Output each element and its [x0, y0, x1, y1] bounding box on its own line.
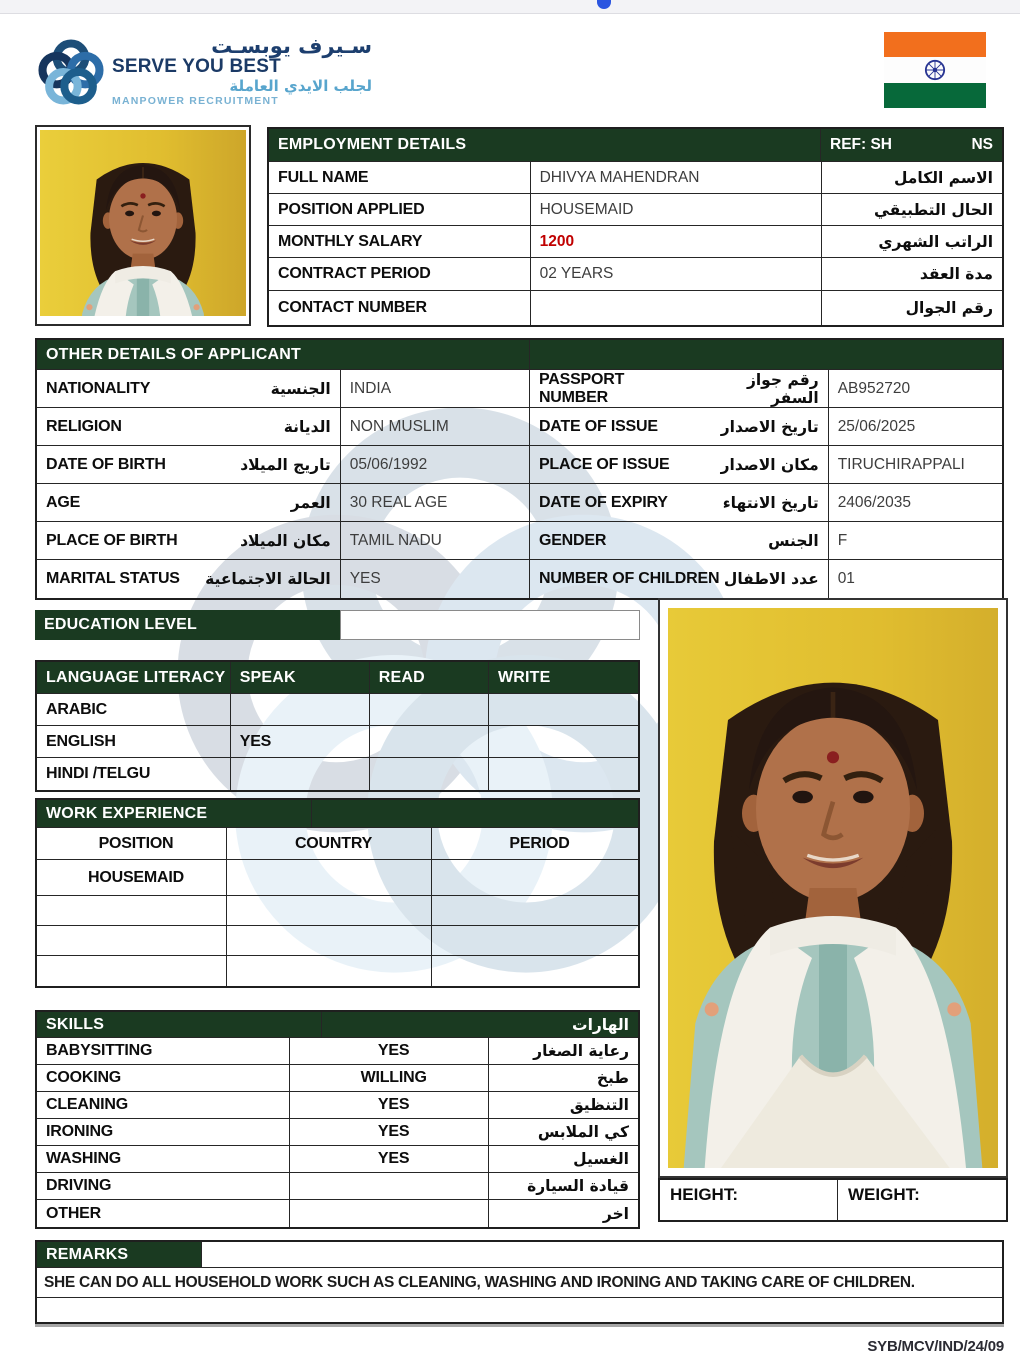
- country-header: COUNTRY: [227, 828, 432, 860]
- gender-value: F: [829, 522, 1002, 560]
- logo-arabic-name: سـيرف يوبسـت: [211, 34, 372, 58]
- work-row-period: [432, 926, 638, 956]
- date-of-birth-value: 05/06/1992: [341, 446, 530, 484]
- work-row-position: [37, 926, 227, 956]
- hindi-read: [370, 758, 489, 790]
- arabic-language-row: ARABIC: [37, 694, 231, 726]
- company-logo-text: [112, 35, 372, 109]
- other-details-title-spacer: [530, 340, 1002, 370]
- age-value: 30 REAL AGE: [341, 484, 530, 522]
- cleaning-arabic: التنظيق: [489, 1092, 638, 1119]
- footer-reference-code: SYB/MCV/IND/24/09: [867, 1338, 1004, 1355]
- washing-value: YES: [290, 1146, 489, 1173]
- nationality-value: INDIA: [341, 370, 530, 408]
- work-row-country: [227, 860, 432, 896]
- cooking-value: WILLING: [290, 1065, 489, 1092]
- washing-label: WASHING: [37, 1146, 290, 1173]
- contact-number-arabic: رقم الجوال: [905, 299, 994, 317]
- remarks-text: SHE CAN DO ALL HOUSEHOLD WORK SUCH AS CLEANING, WASHING AND IRONING AND TAKING CARE OF CHILDREN.: [37, 1268, 1002, 1298]
- other-skill-label: OTHER: [37, 1200, 290, 1227]
- hindi-telgu-language-row: HINDI /TELGU: [37, 758, 231, 790]
- ref-value: NS: [971, 136, 993, 153]
- place-of-birth-label: PLACE OF BIRTH مكان الميلاد: [37, 522, 341, 560]
- remarks-title-spacer: [202, 1242, 1002, 1268]
- other-skill-value: [290, 1200, 489, 1227]
- other-details-table: [35, 338, 1004, 600]
- company-logo-icon: [33, 33, 109, 111]
- work-row-country: [227, 956, 432, 986]
- top-strip: [0, 0, 1020, 14]
- height-label: HEIGHT:: [670, 1185, 738, 1204]
- position-applied-label: POSITION APPLIED: [269, 194, 531, 226]
- work-row-period: [432, 956, 638, 986]
- ref-header: [821, 129, 1002, 162]
- date-of-expiry-label: DATE OF EXPIRY تاريخ الانتهاء: [530, 484, 829, 522]
- age-label: AGE العمر: [37, 484, 341, 522]
- india-flag: [884, 32, 986, 108]
- date-of-expiry-value: 2406/2035: [829, 484, 1002, 522]
- position-applied-value: HOUSEMAID: [531, 194, 822, 226]
- skills-title-arabic: الهارات: [322, 1012, 638, 1038]
- english-speak: YES: [231, 726, 370, 758]
- date-of-birth-label: DATE OF BIRTH تاريج الميلاد: [37, 446, 341, 484]
- skills-title: SKILLS: [37, 1012, 322, 1038]
- language-literacy-table: [35, 660, 640, 792]
- remarks-title: REMARKS: [37, 1242, 202, 1268]
- flag-green-band: [884, 83, 986, 108]
- arabic-speak: [231, 694, 370, 726]
- work-row-position: HOUSEMAID: [37, 860, 227, 896]
- hindi-write: [489, 758, 638, 790]
- english-write: [489, 726, 638, 758]
- other-skill-arabic: اخر: [602, 1204, 629, 1223]
- ironing-value: YES: [290, 1119, 489, 1146]
- employment-details-table: [267, 127, 1004, 327]
- contract-period-label: CONTRACT PERIOD: [269, 258, 531, 291]
- work-row-period: [432, 896, 638, 926]
- babysitting-arabic: رعاية الصغار: [489, 1038, 638, 1065]
- height-field: [660, 1180, 838, 1220]
- english-language-row: ENGLISH: [37, 726, 231, 758]
- work-experience-title-spacer: [312, 800, 638, 828]
- date-of-issue-value: 25/06/2025: [829, 408, 1002, 446]
- employment-details-title: EMPLOYMENT DETAILS: [269, 129, 821, 162]
- applicant-photo-large: [658, 598, 1008, 1178]
- place-of-issue-value: TIRUCHIRAPPALI: [829, 446, 1002, 484]
- full-name-value: DHIVYA MAHENDRAN: [531, 162, 822, 194]
- flag-white-band: [884, 57, 986, 83]
- ashoka-chakra-icon: [924, 59, 946, 81]
- number-of-children-value: 01: [837, 570, 855, 587]
- cleaning-label: CLEANING: [37, 1092, 290, 1119]
- education-level-value: [340, 610, 640, 640]
- work-row-period: [432, 860, 638, 896]
- ref-label: REF: SH: [830, 136, 892, 153]
- place-of-birth-value: TAMIL NADU: [341, 522, 530, 560]
- work-row-country: [227, 896, 432, 926]
- date-of-issue-label: DATE OF ISSUE تاريخ الاصدار: [530, 408, 829, 446]
- logo-arabic-tagline: لجلب الايدي العاملة: [229, 76, 372, 95]
- cooking-label: COOKING: [37, 1065, 290, 1092]
- contract-period-arabic: مدة العقد: [822, 258, 1002, 291]
- cleaning-value: YES: [290, 1092, 489, 1119]
- remarks-empty-row: [37, 1298, 1002, 1322]
- monthly-salary-arabic: الراتب الشهري: [822, 226, 1002, 258]
- speak-header: SPEAK: [231, 662, 370, 694]
- number-of-children-label: NUMBER OF CHILDREN عدد الاطفال: [530, 560, 829, 598]
- remarks-table: [35, 1240, 1004, 1324]
- work-row-country: [227, 926, 432, 956]
- period-header: PERIOD: [432, 828, 638, 860]
- driving-value: [290, 1173, 489, 1200]
- work-experience-title: WORK EXPERIENCE: [37, 800, 312, 828]
- driving-arabic: قيادة السيارة: [489, 1173, 638, 1200]
- skills-table: [35, 1010, 640, 1229]
- contact-number-label: CONTACT NUMBER: [269, 291, 531, 325]
- monthly-salary-label: MONTHLY SALARY: [269, 226, 531, 258]
- weight-label: WEIGHT:: [848, 1185, 920, 1204]
- height-weight-row: [658, 1178, 1008, 1222]
- flag-saffron-band: [884, 32, 986, 57]
- babysitting-label: BABYSITTING: [37, 1038, 290, 1065]
- arabic-write: [489, 694, 638, 726]
- logo-english-name: SERVE YOU BEST: [112, 56, 281, 78]
- full-name-arabic: الاسم الكامل: [822, 162, 1002, 194]
- arabic-read: [370, 694, 489, 726]
- other-details-title: OTHER DETAILS OF APPLICANT: [37, 340, 530, 370]
- contact-number-value: [531, 291, 822, 325]
- work-row-position: [37, 896, 227, 926]
- gender-label: GENDER الجنس: [530, 522, 829, 560]
- washing-arabic: الغسيل: [489, 1146, 638, 1173]
- english-read: [370, 726, 489, 758]
- marital-status-value: YES: [341, 560, 530, 598]
- education-level-title: EDUCATION LEVEL: [35, 610, 340, 640]
- marital-status-label: MARITAL STATUS الحالة الاجتماعية: [37, 560, 341, 598]
- babysitting-value: YES: [290, 1038, 489, 1065]
- position-header: POSITION: [37, 828, 227, 860]
- contract-period-value: 02 YEARS: [531, 258, 822, 291]
- monthly-salary-value: 1200: [531, 226, 822, 258]
- passport-number-value: AB952720: [829, 370, 1002, 408]
- driving-label: DRIVING: [37, 1173, 290, 1200]
- hindi-speak: [231, 758, 370, 790]
- ironing-arabic: كي الملابس: [489, 1119, 638, 1146]
- place-of-issue-label: PLACE OF ISSUE مكان الاصدار: [530, 446, 829, 484]
- ironing-label: IRONING: [37, 1119, 290, 1146]
- religion-label: RELIGION الديانة: [37, 408, 341, 446]
- passport-number-label: PASSPORT NUMBER رقم جواز السفر: [530, 370, 829, 408]
- cooking-arabic: طبخ: [489, 1065, 638, 1092]
- read-header: READ: [370, 662, 489, 694]
- religion-value: NON MUSLIM: [341, 408, 530, 446]
- applicant-photo-small: [35, 125, 251, 326]
- language-literacy-header: LANGUAGE LITERACY: [37, 662, 231, 694]
- weight-field: [838, 1180, 1006, 1220]
- full-name-label: FULL NAME: [269, 162, 531, 194]
- work-row-position: [37, 956, 227, 986]
- write-header: WRITE: [489, 662, 638, 694]
- logo-english-tagline: MANPOWER RECRUITMENT: [112, 95, 279, 108]
- nationality-label: NATIONALITY الجنسية: [37, 370, 341, 408]
- position-applied-arabic: الحال التطبيقي: [822, 194, 1002, 226]
- work-experience-table: [35, 798, 640, 988]
